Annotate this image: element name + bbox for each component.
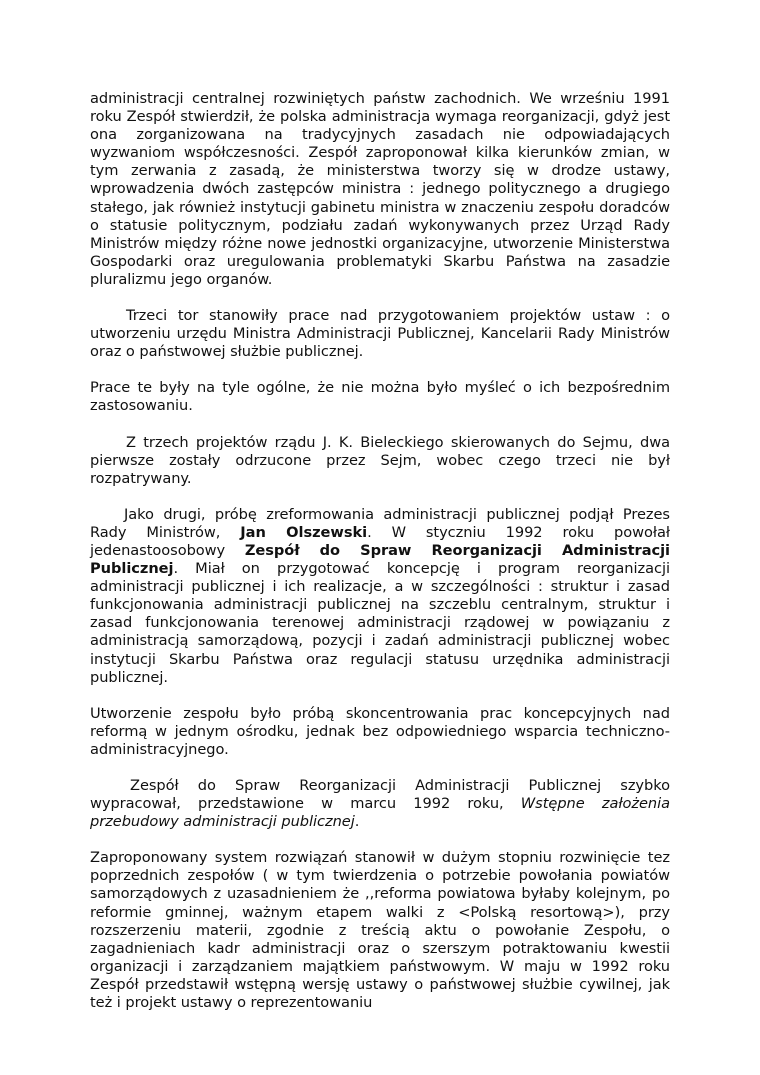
paragraph-5-text-a: Jako drugi, próbę zreformowania administracji publicznej podjął Prezes Rady Ministrów, xyxy=(90,505,670,541)
paragraph-6: Utworzenie zespołu było próbą skoncentrowania prac koncepcyjnych nad reformą w jednym ośrodku, jednak bez odpowiedniego wsparcia techniczno-administracyjnego. xyxy=(90,704,670,758)
document-page xyxy=(90,90,670,1030)
paragraph-5-text-e: . Miał on przygotować koncepcję i program reorganizacji administracji publicznej i ich realizacje, a w szczególności : struktur i zasad funkcjonowania administracji publicznej na szczeblu centralnym, struktur i zasad funkcjonowania terenowej administracji rządowej w powiązaniu z administracją samorządową, pozycji i zadań administracji publicznej wobec instytucji Skarbu Państwa oraz regulacji statusu urzędnika administracji publicznej. xyxy=(90,560,670,686)
paragraph-1: administracji centralnej rozwiniętych państw zachodnich. We wrześniu 1991 roku Zespół stwierdził, że polska administracja wymaga reorganizacji, gdyż jest ona zorganizowana na tradycyjnych zasadach nie odpowiadających wyzwaniom współczesności. Zespół zaproponował kilka kierunków zmian, w tym zerwania z zasadą, że ministerstwa tworzy się w drodze ustawy, wprowadzenia dwóch zastępców ministra : jednego politycznego a drugiego stałego, jak również instytucji gabinetu ministra w znaczeniu zespołu doradców o statusie politycznym, podziału zadań wykonywanych przez Urząd Rady Ministrów między różne nowe jednostki organizacyjne, utworzenie Ministerstwa Gospodarki oraz uregulowania problematyki Skarbu Państwa na zasadzie pluralizmu jego organów. xyxy=(90,90,670,288)
paragraph-5-text-c: . W styczniu 1992 roku powołał jedenastoosobowy xyxy=(90,523,670,559)
paragraph-5 xyxy=(90,506,670,687)
paragraph-4: Z trzech projektów rządu J. K. Bieleckiego skierowanych do Sejmu, dwa pierwsze zostały odrzucone przez Sejm, wobec czego trzeci nie był rozpatrywany. xyxy=(90,433,670,487)
person-name-olszewski: Jan Olszewski xyxy=(240,523,368,541)
document-title-italic: Wstępne założenia przebudowy administracji publicznej xyxy=(90,795,671,831)
paragraph-3: Prace te były na tyle ogólne, że nie można było myśleć o ich bezpośrednim zastosowaniu. xyxy=(90,379,670,415)
team-name-bold: Zespół do Spraw Reorganizacji Administracji Publicznej xyxy=(90,541,670,578)
paragraph-8: Zaproponowany system rozwiązań stanowił w dużym stopniu rozwinięcie tez poprzednich zespołów ( w tym twierdzenia o potrzebie powołania powiatów samorządowych z uzasadnieniem że ,,reforma powiatowa byłaby kolejnym, po reformie gminnej, ważnym etapem walki z <Polską resortową>), przy rozszerzeniu materii, zgodnie z treścią aktu o powołanie Zespołu, o zagadnieniach kadr administracji oraz o szerszym potraktowaniu kwestii organizacji i zarządzaniem majątkiem państwowym. W maju w 1992 roku Zespół przedstawił wstępną wersję ustawy o państwowej służbie cywilnej, jak też i projekt ustawy o reprezentowaniu xyxy=(90,849,670,1012)
paragraph-2: Trzeci tor stanowiły prace nad przygotowaniem projektów ustaw : o utworzeniu urzędu Ministra Administracji Publicznej, Kancelarii Rady Ministrów oraz o państwowej służbie publicznej. xyxy=(90,307,670,361)
paragraph-7-text-c: . xyxy=(354,813,360,831)
paragraph-7 xyxy=(90,777,670,831)
paragraph-7-text-a: Zespół do Spraw Reorganizacji Administracji Publicznej szybko wypracował, przedstawione w marcu 1992 roku, xyxy=(90,777,670,813)
